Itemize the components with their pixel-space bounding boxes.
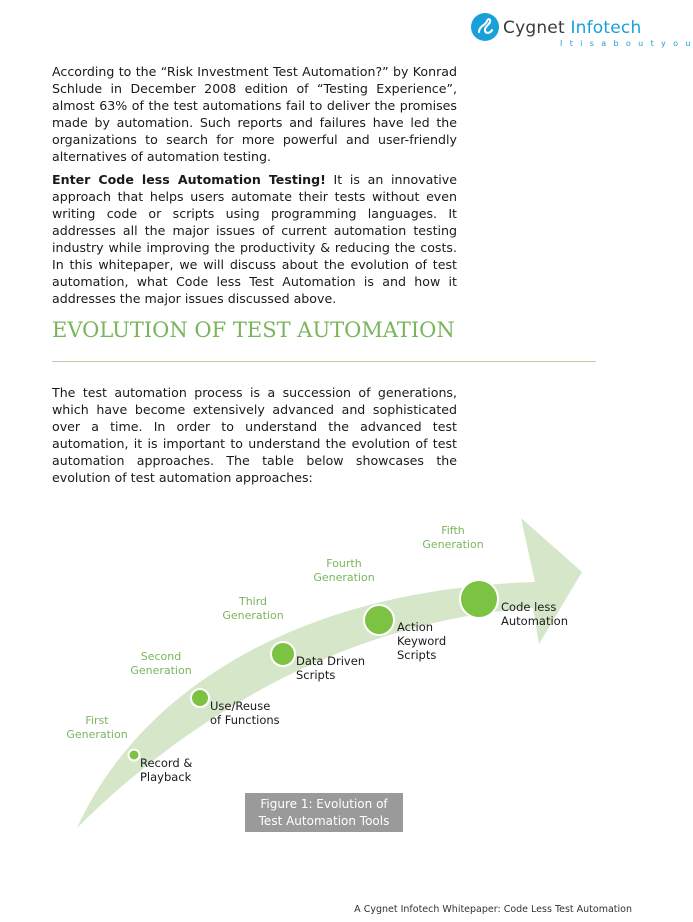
brand-name: [503, 18, 641, 38]
step-label-line: Record &: [140, 756, 193, 770]
step-label-line: of Functions: [210, 713, 280, 727]
step-label-data-driven: [296, 654, 365, 682]
step-label-code-less: [501, 600, 568, 628]
stage-dot-3: [271, 642, 295, 666]
generation-label-line: Generation: [422, 538, 484, 551]
brand-tagline: I t i s a b o u t y o u: [560, 39, 693, 48]
figure-caption: [245, 793, 403, 832]
intro-bold-lead: Enter Code less Automation Testing!: [52, 172, 326, 187]
company-logo: [470, 12, 693, 52]
step-label-use-reuse: [210, 699, 280, 727]
stage-dot-2: [191, 689, 209, 707]
figure-caption-line: Figure 1: Evolution of: [260, 797, 388, 811]
generation-label-4: [312, 557, 376, 585]
generation-label-line: Generation: [313, 571, 375, 584]
step-label-line: Playback: [140, 770, 192, 784]
step-label-action-keyword: [397, 620, 446, 662]
generation-label-line: Second: [140, 650, 182, 663]
intro-paragraph-2-text: It is an innovative approach that helps users automate their tests without even writing code or scripts using programming languages. It addresses all the major issues of current automation testing industry while improving the productivity & reducing the costs. In this whitepaper, we will discuss about the evolution of test automation, what Code less Test Automation is and how it addresses the major issues discussed above.: [52, 172, 457, 306]
section-body: The test automation process is a succession of generations, which have become extensively advanced and sophisticated over a time. In order to understand the advanced test automation, it is important to understand the evolution of test automation approaches. The table below showcases the evolution of test automation approaches:: [52, 385, 457, 485]
section-divider: [52, 361, 596, 362]
generation-label-line: First: [85, 714, 109, 727]
swan-logo-icon: [470, 12, 500, 42]
intro-paragraph-1: According to the “Risk Investment Test Automation?” by Konrad Schlude in December 2008 edition of “Testing Experience”, almost 63% of the test automations fail to deliver the promises made by automation. Such reports and failures have led the organizations to search for more powerful and user-friendly alternatives of automation testing.: [52, 64, 457, 164]
stage-dot-4: [364, 605, 394, 635]
brand-word-1: Cygnet: [503, 18, 565, 38]
intro-paragraph-2: [52, 171, 457, 307]
generation-label-5: [421, 524, 485, 552]
step-label-line: Code less: [501, 600, 557, 614]
figure-caption-line: Test Automation Tools: [258, 814, 390, 828]
step-label-line: Keyword: [397, 634, 447, 648]
stage-dot-1: [129, 750, 140, 761]
step-label-record-playback: [140, 756, 192, 784]
section-heading: EVOLUTION OF TEST AUTOMATION: [52, 318, 455, 342]
generation-label-1: [65, 714, 129, 742]
generation-label-line: Third: [238, 595, 268, 608]
generation-label-3: [221, 595, 285, 623]
generation-label-line: Fourth: [326, 557, 362, 570]
generation-label-2: [129, 650, 193, 678]
step-label-line: Use/Reuse: [210, 699, 271, 713]
step-label-line: Action: [397, 620, 434, 634]
page-footer: A Cygnet Infotech Whitepaper: Code Less Test Automation: [354, 904, 632, 915]
step-label-line: Data Driven: [296, 654, 366, 668]
generation-label-line: Generation: [66, 728, 128, 741]
generation-label-line: Fifth: [441, 524, 465, 537]
stage-dot-5: [460, 580, 498, 618]
step-label-line: Automation: [501, 614, 568, 628]
step-label-line: Scripts: [397, 648, 437, 662]
evolution-diagram: [55, 510, 585, 840]
step-label-line: Scripts: [296, 668, 336, 682]
generation-label-line: Generation: [222, 609, 284, 622]
generation-label-line: Generation: [130, 664, 192, 677]
brand-word-2: Infotech: [570, 18, 642, 38]
